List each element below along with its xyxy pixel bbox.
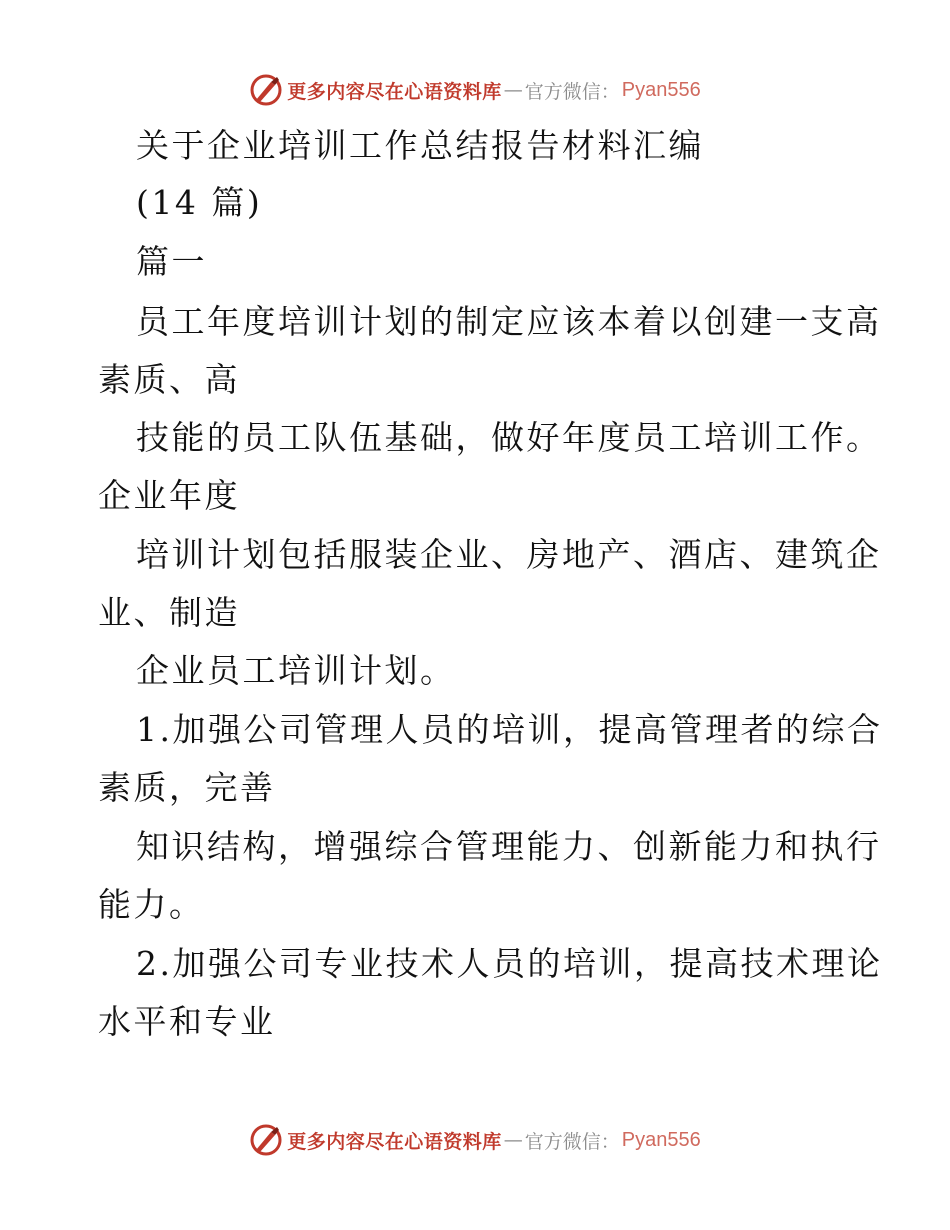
paragraph-line: 企业年度 [98, 476, 240, 515]
list-item-line: 能力。 [98, 885, 205, 924]
footer-dash: — [503, 1129, 523, 1151]
header-wechat-id: Pyan556 [621, 78, 701, 101]
section-heading: 篇一 [136, 242, 207, 281]
paragraph-line: 业、制造 [98, 593, 240, 632]
footer-banner [0, 1120, 950, 1160]
list-item-line: 素质，完善 [98, 768, 276, 807]
paragraph-line: 素质、高 [98, 360, 240, 399]
header-banner [0, 70, 950, 110]
footer-wechat-label: 官方微信： [524, 1130, 620, 1153]
footer-brand-text: 更多内容尽在心语资料库 [287, 1130, 502, 1153]
document-title: 关于企业培训工作总结报告材料汇编 [136, 126, 704, 165]
list-item-line: 1.加强公司管理人员的培训，提高管理者的综合 [136, 710, 883, 749]
header-brand-text: 更多内容尽在心语资料库 [287, 80, 502, 103]
header-wechat-label: 官方微信： [524, 80, 620, 103]
quill-pen-logo-icon [249, 73, 283, 107]
paragraph-line: 培训计划包括服装企业、房地产、酒店、建筑企 [136, 535, 882, 574]
paragraph-line: 员工年度培训计划的制定应该本着以创建一支高 [136, 302, 882, 341]
paragraph-line: 技能的员工队伍基础，做好年度员工培训工作。 [136, 418, 882, 457]
list-item-line: 2.加强公司专业技术人员的培训，提高技术理论 [136, 944, 883, 983]
footer-wechat-id: Pyan556 [621, 1128, 701, 1151]
header-dash: — [503, 79, 523, 101]
document-subtitle: (14 篇) [136, 183, 263, 222]
paragraph-line: 企业员工培训计划。 [136, 651, 456, 690]
quill-pen-logo-icon [249, 1123, 283, 1157]
list-item-line: 水平和专业 [98, 1002, 276, 1041]
list-item-line: 知识结构，增强综合管理能力、创新能力和执行 [136, 827, 882, 866]
